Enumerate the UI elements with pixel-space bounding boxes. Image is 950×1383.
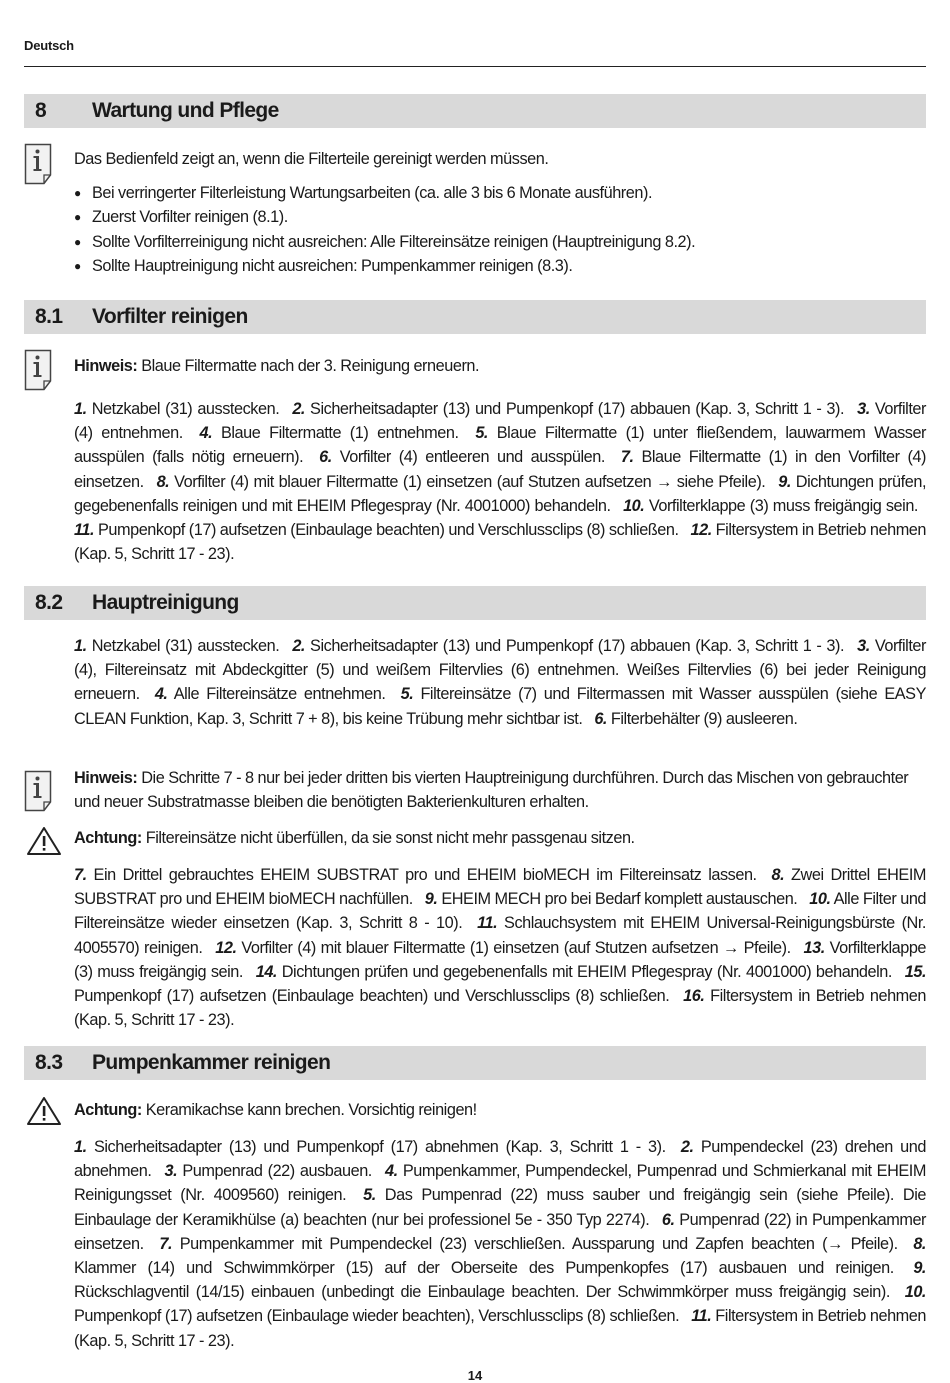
step-text: Blaue Filtermatte (1) in den Vorfilter (4) einsetzen. <box>74 448 927 491</box>
step-text: Netzkabel (31) ausstecken. <box>91 400 280 418</box>
step-number: 4. <box>385 1162 398 1181</box>
step-number: 2. <box>680 1138 694 1156</box>
step-number: 7. <box>74 866 87 884</box>
list-item: ● Sollte Vorfilterreinigung nicht ausreichen: Alle Filtereinsätze reinigen (Hauptreinigung 8.2). <box>74 230 926 254</box>
steps-8-1 <box>74 397 926 566</box>
section-title: Pumpenkammer reinigen <box>92 1051 331 1074</box>
step-number: 8. <box>913 1234 926 1253</box>
step-text: Ein Drittel gebrauchtes EHEIM SUBSTRAT pro und EHEIM bioMECH im Filtereinsatz lassen. <box>93 866 757 884</box>
step-text: Pumpenrad (22) in Pumpenkammer einsetzen. <box>74 1210 927 1253</box>
step-number: 16. <box>683 987 705 1006</box>
step-text: Sicherheitsadapter (13) und Pumpenkopf (17) abnehmen (Kap. 3, Schritt 1 - 3). <box>93 1138 666 1156</box>
step-text: Pumpenkopf (17) aufsetzen (Einbaulage wieder beachten), Verschlussclips (8) schließen. <box>74 1307 680 1326</box>
note-label: Hinweis: <box>74 357 138 375</box>
step-number: 6. <box>319 448 332 467</box>
step-text: Schlauchsystem mit EHEIM Universal-Reinigungsbürste (Nr. 4005570) reinigen. <box>74 914 927 957</box>
step-text: Filtersystem in Betrieb nehmen (Kap. 5, Schritt 17 - 23). <box>74 987 927 1030</box>
step-number: 12. <box>690 521 712 540</box>
step-number: 3. <box>857 400 870 418</box>
step-text: Pumpendeckel (23) drehen und abnehmen. <box>74 1138 926 1181</box>
step-number: 1. <box>74 400 87 418</box>
section-number: 8.2 <box>35 591 63 614</box>
bullet-list <box>74 181 926 278</box>
section-title: Wartung und Pflege <box>92 99 279 122</box>
step-number: 4. <box>154 685 168 704</box>
info-icon <box>24 770 52 817</box>
section-heading-8-2 <box>24 586 926 620</box>
step-number: 1. <box>74 1138 87 1156</box>
step-text: Alle Filter und Filtereinsätze wieder einsetzen (Kap. 3, Schritt 8 - 10). <box>74 890 927 933</box>
step-text: EHEIM MECH pro bei Bedarf komplett austauschen. <box>441 890 798 909</box>
step-number: 11. <box>74 521 95 540</box>
step-number: 15. <box>904 962 927 981</box>
step-number: 3. <box>857 637 870 655</box>
section-number: 8.3 <box>35 1051 63 1074</box>
note-hinweis-8-2 <box>74 766 926 814</box>
step-number: 14. <box>255 962 278 981</box>
step-number: 10. <box>904 1283 927 1302</box>
info-icon <box>24 143 52 190</box>
step-number: 8. <box>771 866 785 884</box>
step-number: 7. <box>159 1234 173 1253</box>
header-divider <box>24 66 926 67</box>
section-title: Hauptreinigung <box>92 591 239 614</box>
warning-achtung-8-3 <box>74 1098 926 1122</box>
step-text: Sicherheitsadapter (13) und Pumpenkopf (17) abbauen (Kap. 3, Schritt 1 - 3). <box>310 400 845 418</box>
step-text: Pumpenrad (22) ausbauen. <box>182 1162 372 1181</box>
step-text: Vorfilter (4) entleeren und ausspülen. <box>339 448 605 467</box>
section-8-body <box>74 147 926 278</box>
step-text: Das Pumpenrad (22) muss sauber und freigängig sein (siehe Pfeile). Die Einbaulage der Keramikhülse (a) beachten (nur bei professionel 5e - 350 Typ 2274). <box>74 1186 926 1229</box>
warning-achtung-8-2 <box>74 826 926 850</box>
step-number: 8. <box>156 472 170 491</box>
step-text: Pumpenkopf (17) aufsetzen (Einbaulage beachten) und Verschlussclips (8) schließen. <box>97 521 679 540</box>
step-number: 6. <box>661 1210 675 1229</box>
step-number: 2. <box>292 400 305 418</box>
step-number: 12. <box>215 938 237 957</box>
note-label: Hinweis: <box>74 769 138 787</box>
step-text: Zwei Drittel EHEIM SUBSTRAT pro und EHEIM bioMECH nachfüllen. <box>74 866 927 909</box>
section-heading-8-1 <box>24 300 926 334</box>
page-number: 14 <box>467 1368 483 1383</box>
section-heading-8 <box>24 94 926 128</box>
step-text: Pumpenkammer mit Pumpendeckel (23) verschließen. Aussparung und Zapfen beachten (→ Pfeile). <box>179 1234 898 1253</box>
step-text: Vorfilterklappe (3) muss freigängig sein. <box>648 496 918 515</box>
warning-text: Filtereinsätze nicht überfüllen, da sie sonst nicht mehr passgenau sitzen. <box>145 829 635 847</box>
step-text: Klammer (14) und Schwimmkörper (15) auf der Oberseite des Pumpenkopfes (17) ausbauen und reinigen. <box>74 1259 894 1278</box>
step-number: 4. <box>199 424 213 443</box>
info-icon <box>24 349 52 396</box>
step-text: Vorfilterklappe (3) muss freigängig sein. <box>74 938 927 981</box>
steps-8-3 <box>74 1135 926 1353</box>
list-item: ● Bei verringerter Filterleistung Wartungsarbeiten (ca. alle 3 bis 6 Monate ausführen). <box>74 181 926 205</box>
step-number: 6. <box>594 709 607 728</box>
step-text: Rückschlagventil (14/15) einbauen (unbedingt die Einbaulage beachten. Der Schwimmkörper muss freigängig sein). <box>74 1283 890 1302</box>
step-text: Vorfilter (4) entnehmen. <box>74 400 926 443</box>
step-number: 5. <box>400 685 414 704</box>
info-text: Das Bedienfeld zeigt an, wenn die Filterteile gereinigt werden müssen. <box>74 150 549 168</box>
step-number: 9. <box>424 890 438 909</box>
step-number: 10. <box>809 890 831 909</box>
steps-8-2-part-2 <box>74 863 926 1032</box>
section-number: 8 <box>35 99 47 122</box>
step-text: Vorfilter (4) mit blauer Filtermatte (1) einsetzen (auf Stutzen aufsetzen → Pfeile). <box>241 938 791 957</box>
note-text: Blaue Filtermatte nach der 3. Reinigung erneuern. <box>141 357 480 375</box>
step-number: 2. <box>292 637 305 655</box>
step-number: 13. <box>803 938 825 957</box>
list-item: ● Sollte Hauptreinigung nicht ausreichen: Pumpenkammer reinigen (8.3). <box>74 254 926 278</box>
step-text: Filtereinsätze (7) und Filtermassen mit Wasser ausspülen (siehe EASY CLEAN Funktion, Kap. 3, Schritt 7 + 8), bis keine Trübung mehr sichtbar ist. <box>74 685 926 728</box>
step-text: Dichtungen prüfen und gegebenenfalls mit EHEIM Pflegespray (Nr. 4001000) behandeln. <box>281 962 892 981</box>
section-number: 8.1 <box>35 305 63 328</box>
step-text: Dichtungen prüfen, gegebenenfalls reinigen und mit EHEIM Pflegespray (Nr. 4001000) behandeln. <box>74 472 927 515</box>
step-text: Filtersystem in Betrieb nehmen (Kap. 5, Schritt 17 - 23). <box>74 1307 927 1350</box>
steps-8-2-part-1 <box>74 634 926 731</box>
step-number: 11. <box>477 914 498 933</box>
step-number: 10. <box>623 496 645 515</box>
step-text: Filtersystem in Betrieb nehmen (Kap. 5, Schritt 17 - 23). <box>74 521 927 564</box>
warning-text: Keramikachse kann brechen. Vorsichtig reinigen! <box>145 1101 477 1119</box>
section-heading-8-3 <box>24 1046 926 1080</box>
section-title: Vorfilter reinigen <box>92 305 248 328</box>
step-text: Netzkabel (31) ausstecken. <box>91 637 280 655</box>
step-text: Blaue Filtermatte (1) entnehmen. <box>220 424 459 443</box>
warning-icon <box>26 826 62 861</box>
step-text: Blaue Filtermatte (1) unter fließendem, lauwarmem Wasser ausspülen (falls nötig erneuern). <box>74 424 927 467</box>
step-number: 11. <box>691 1307 712 1326</box>
step-number: 3. <box>164 1162 178 1181</box>
step-number: 9. <box>778 472 791 491</box>
warning-label: Achtung: <box>74 1101 142 1119</box>
step-text: Pumpenkammer, Pumpendeckel, Pumpenrad und Schmierkanal mit EHEIM Reinigungsset (Nr. 4009560) reinigen. <box>74 1162 926 1205</box>
warning-icon <box>26 1096 62 1131</box>
step-text: Filterbehälter (9) ausleeren. <box>610 709 798 728</box>
step-text: Alle Filtereinsätze entnehmen. <box>173 685 386 704</box>
step-number: 1. <box>74 637 87 655</box>
step-text: Pumpenkopf (17) aufsetzen (Einbaulage beachten) und Verschlussclips (8) schließen. <box>74 987 670 1006</box>
step-number: 7. <box>620 448 634 467</box>
warning-label: Achtung: <box>74 829 142 847</box>
step-text: Vorfilter (4), Filtereinsatz mit Abdeckgitter (5) und weißem Filtervlies (6) entnehmen. Weißes Filtervlies (6) bei jeder Reinigung erneuern. <box>74 637 926 704</box>
page-header-language: Deutsch <box>24 38 74 53</box>
step-text: Sicherheitsadapter (13) und Pumpenkopf (17) abbauen (Kap. 3, Schritt 1 - 3). <box>310 637 845 655</box>
note-text: Die Schritte 7 - 8 nur bei jeder dritten bis vierten Hauptreinigung durchführen. Durch das Mischen von gebrauchter und neuer Substratmasse bleiben die benötigten Bakterienkulturen erhalten. <box>74 769 909 812</box>
list-item: ● Zuerst Vorfilter reinigen (8.1). <box>74 205 926 229</box>
step-number: 5. <box>475 424 489 443</box>
step-number: 9. <box>913 1259 926 1278</box>
step-text: Vorfilter (4) mit blauer Filtermatte (1) einsetzen (auf Stutzen aufsetzen → siehe Pfeile). <box>174 472 766 491</box>
note-hinweis-8-1 <box>74 354 926 378</box>
step-number: 5. <box>363 1186 376 1205</box>
